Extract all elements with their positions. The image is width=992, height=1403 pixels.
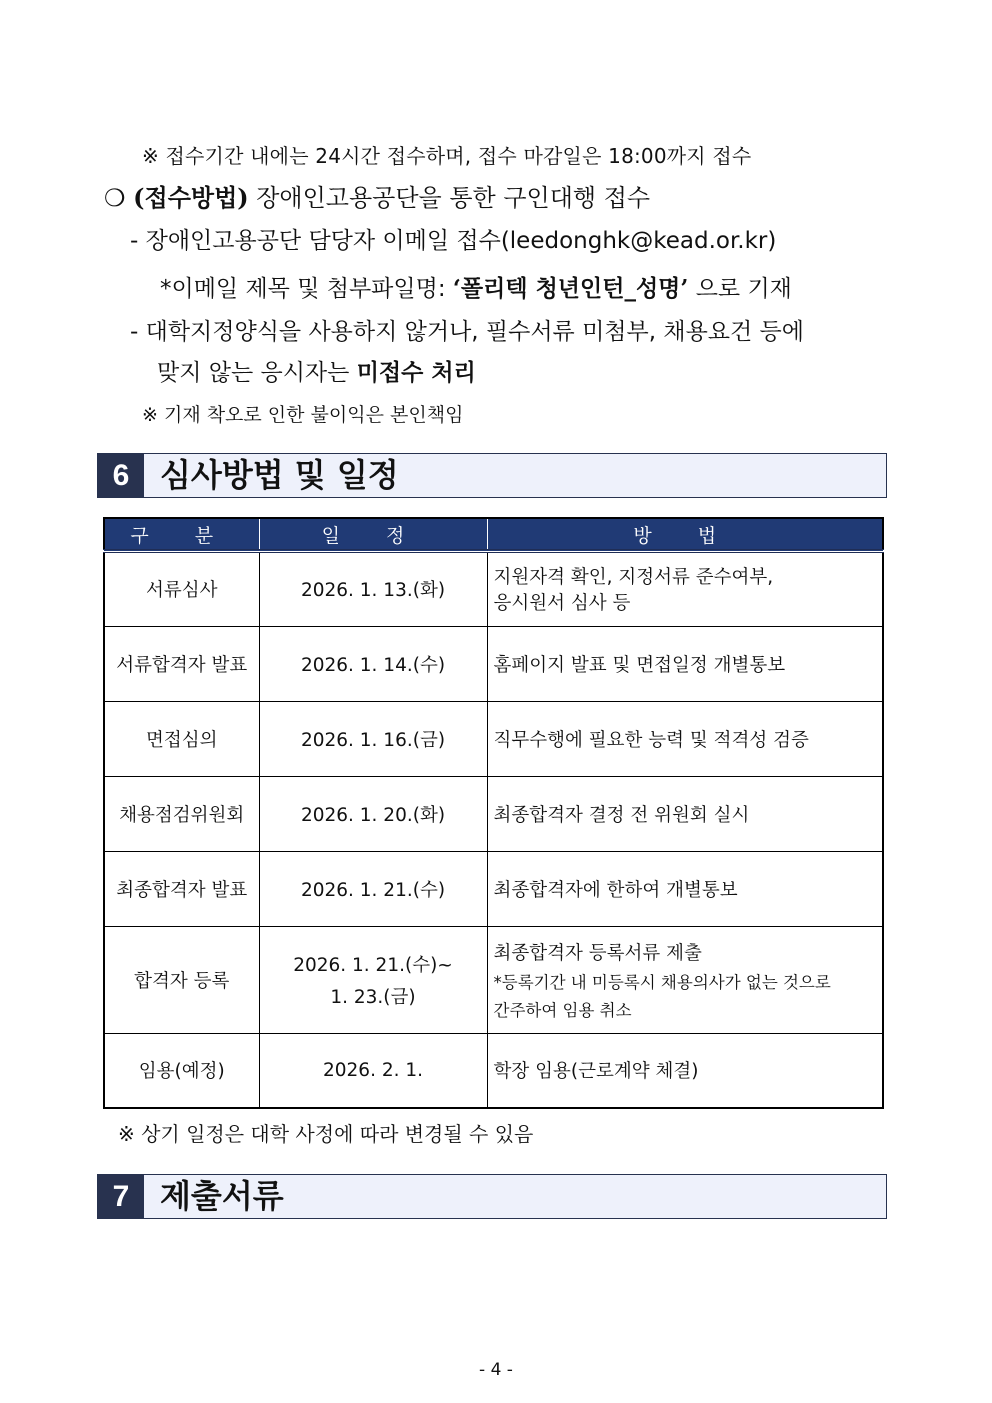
section-7-header: [97, 1174, 887, 1219]
email-submission-line: - 장애인고용공단 담당자 이메일 접수(leedonghk@kead.or.kr): [130, 228, 777, 254]
row-date: 2026. 1. 14.(수): [259, 626, 487, 701]
rejection-condition-line2: [157, 354, 476, 387]
table-row: [104, 701, 883, 776]
row-date: 2026. 1. 16.(금): [259, 701, 487, 776]
row-date: 2026. 2. 1.: [259, 1033, 487, 1108]
page-number: - 4 -: [479, 1360, 513, 1380]
table-row: [104, 851, 883, 926]
bullet-submission-method: [104, 178, 650, 213]
row-method: [487, 551, 883, 626]
table-row: [104, 551, 883, 626]
note-hours: ※ 접수기간 내에는 24시간 접수하며, 접수 마감일은 18:00까지 접수: [142, 144, 752, 168]
header-category: 구 분: [104, 518, 259, 551]
row-method: 최종합격자 결정 전 위원회 실시: [487, 776, 883, 851]
row-date: 2026. 1. 21.(수): [259, 851, 487, 926]
section-6-header: [97, 453, 887, 498]
rejection-result: 미접수 처리: [356, 359, 476, 386]
row-date: [259, 926, 487, 1033]
row-date-line1: 2026. 1. 21.(수)~: [293, 954, 453, 976]
row-method: 최종합격자에 한하여 개별통보: [487, 851, 883, 926]
row-date: 2026. 1. 13.(화): [259, 551, 487, 626]
bullet-label: (접수방법): [133, 183, 249, 212]
row-category: 서류심사: [104, 551, 259, 626]
circle-bullet-icon: ❍: [104, 184, 126, 212]
section-7-title: 제출서류: [160, 1177, 284, 1215]
schedule-table: [103, 517, 884, 1109]
row-method-line1: 최종합격자 등록서류 제출: [493, 942, 702, 964]
table-row: [104, 926, 883, 1033]
section-6-number: 6: [98, 454, 144, 497]
row-category: 서류합격자 발표: [104, 626, 259, 701]
header-method: 방 법: [487, 518, 883, 551]
bullet-text: 장애인고용공단을 통한 구인대행 접수: [248, 184, 651, 212]
table-header-row: [104, 518, 883, 551]
row-category: 채용점검위원회: [104, 776, 259, 851]
note-responsibility: ※ 기재 착오로 인한 불이익은 본인책임: [142, 404, 464, 426]
row-date-line2: 1. 23.(금): [330, 986, 416, 1008]
row-category: 임용(예정): [104, 1033, 259, 1108]
email-subject-prefix: *이메일 제목 및 첨부파일명:: [160, 276, 453, 302]
section-6-title: 심사방법 및 일정: [160, 456, 399, 494]
header-date: 일 정: [259, 518, 487, 551]
email-subject-format: ‘폴리텍 청년인턴_성명’: [452, 275, 689, 302]
row-method-line2: 응시원서 심사 등: [493, 593, 631, 615]
note-schedule-change: ※ 상기 일정은 대학 사정에 따라 변경될 수 있음: [118, 1122, 534, 1146]
row-category: 최종합격자 발표: [104, 851, 259, 926]
email-subject-suffix: 으로 기재: [688, 276, 792, 302]
email-subject-note: [160, 270, 792, 303]
table-row: [104, 1033, 883, 1108]
row-method: 직무수행에 필요한 능력 및 적격성 검증: [487, 701, 883, 776]
row-method: 홈페이지 발표 및 면접일정 개별통보: [487, 626, 883, 701]
row-method: [487, 926, 883, 1033]
row-category: 면접심의: [104, 701, 259, 776]
section-7-number: 7: [98, 1175, 144, 1218]
row-method: 학장 임용(근로계약 체결): [487, 1033, 883, 1108]
table-row: [104, 626, 883, 701]
rejection-condition-line1: - 대학지정양식을 사용하지 않거나, 필수서류 미첨부, 채용요건 등에: [130, 319, 804, 345]
row-method-note: *등록기간 내 미등록시 채용의사가 없는 것으로: [493, 972, 831, 992]
row-date: 2026. 1. 20.(화): [259, 776, 487, 851]
table-row: [104, 776, 883, 851]
rejection-condition-text: 맞지 않는 응시자는: [157, 360, 357, 386]
row-category: 합격자 등록: [104, 926, 259, 1033]
row-method-line1: 지원자격 확인, 지정서류 준수여부,: [493, 567, 774, 589]
row-method-note2: 간주하여 임용 취소: [493, 1000, 632, 1020]
